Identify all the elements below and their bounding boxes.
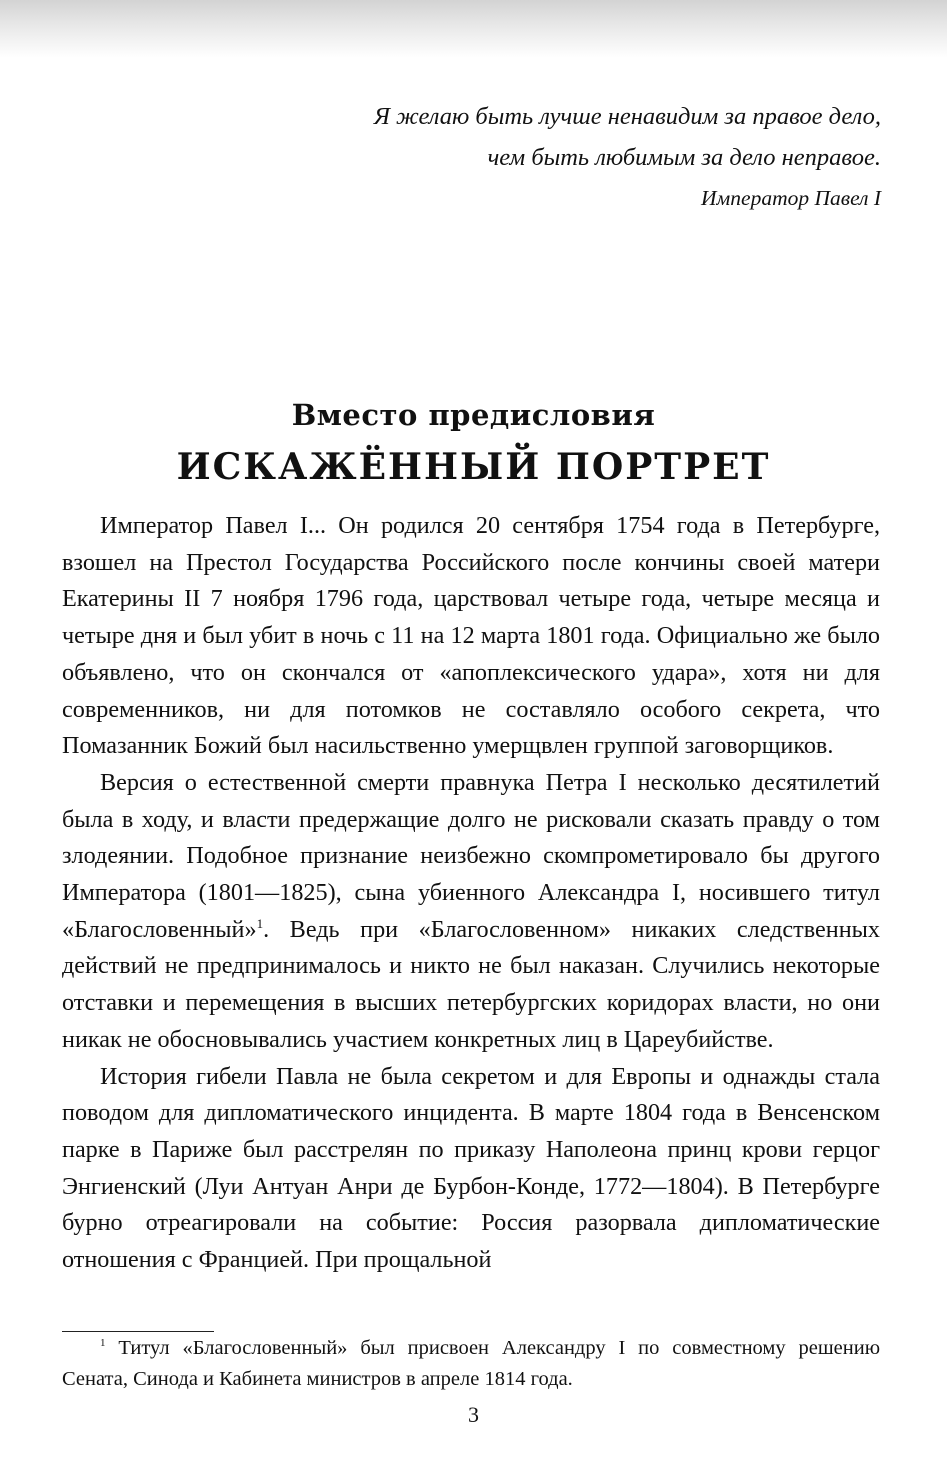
epigraph-line-1: Я желаю быть лучше ненавидим за правое дело, bbox=[373, 103, 881, 130]
footnote-text: Титул «Благословенный» был присвоен Александру I по совместному решению Сената, Синода и Кабинета министров в апреле 1814 года. bbox=[62, 1337, 881, 1390]
chapter-subtitle: Вместо предисловия bbox=[291, 398, 656, 432]
paragraph-2-part-1: Версия о естественной смерти правнука Петра I несколько десятилетий была в ходу, и власти предержащие долго не рисковали сказать правду о том злодеянии. Подобное признание неизбежно скомпрометировало бы другого Императора (1801—1825), сына убиенного Александра I, носившего титул «Благословенный» bbox=[62, 768, 880, 943]
paragraph-3: История гибели Павла не была секретом и для Европы и однажды стала поводом для дипломатического инцидента. В марте 1804 года в Венсенском парке в Париже был расстрелян по приказу Наполеона принц крови герцог Энгиенский (Луи Антуан Анри де Бурбон-Конде, 1772—1804). В Петербурге бурно отреагировали на событие: Россия разорвала дипломатические отношения с Францией. При прощальной bbox=[62, 1062, 880, 1274]
footnote-marker: 1 bbox=[100, 1337, 106, 1350]
paragraph-2-part-2: . Ведь при «Благословенном» никаких следственных действий не предпринималось и никто не был наказан. Случились некоторые отставки и перемещения в высших петербургских коридорах власти, но они никак не обосновывались участием конкретных лиц в Цареубийстве. bbox=[62, 915, 880, 1053]
paragraph-2 bbox=[62, 765, 880, 1059]
epigraph-author: Император Павел I bbox=[701, 186, 881, 210]
chapter-title: ИСКАЖЁННЫЙ ПОРТРЕТ bbox=[176, 446, 771, 488]
footnote bbox=[62, 1333, 880, 1395]
footnote-reference[interactable]: 1 bbox=[256, 915, 264, 931]
page-number: 3 bbox=[468, 1402, 479, 1427]
epigraph-line-2: чем быть любимым за дело неправое. bbox=[487, 144, 881, 171]
body-text bbox=[62, 508, 880, 1279]
paragraph-1: Император Павел I... Он родился 20 сентября 1754 года в Петербурге, взошел на Престол Государства Российского после кончины своей матери Екатерины II 7 ноября 1796 года, царствовал четыре года, четыре месяца и четыре дня и был убит в ночь с 11 на 12 марта 1801 года. Официально же было объявлено, что он скончался от «апоплексического удара», хотя ни для современников, ни для потомков не составляло особого секрета, что Помазанник Божий был насильственно умерщвлен группой заговорщиков. bbox=[62, 512, 880, 760]
footnote-divider bbox=[62, 1331, 214, 1332]
epigraph bbox=[181, 96, 881, 218]
